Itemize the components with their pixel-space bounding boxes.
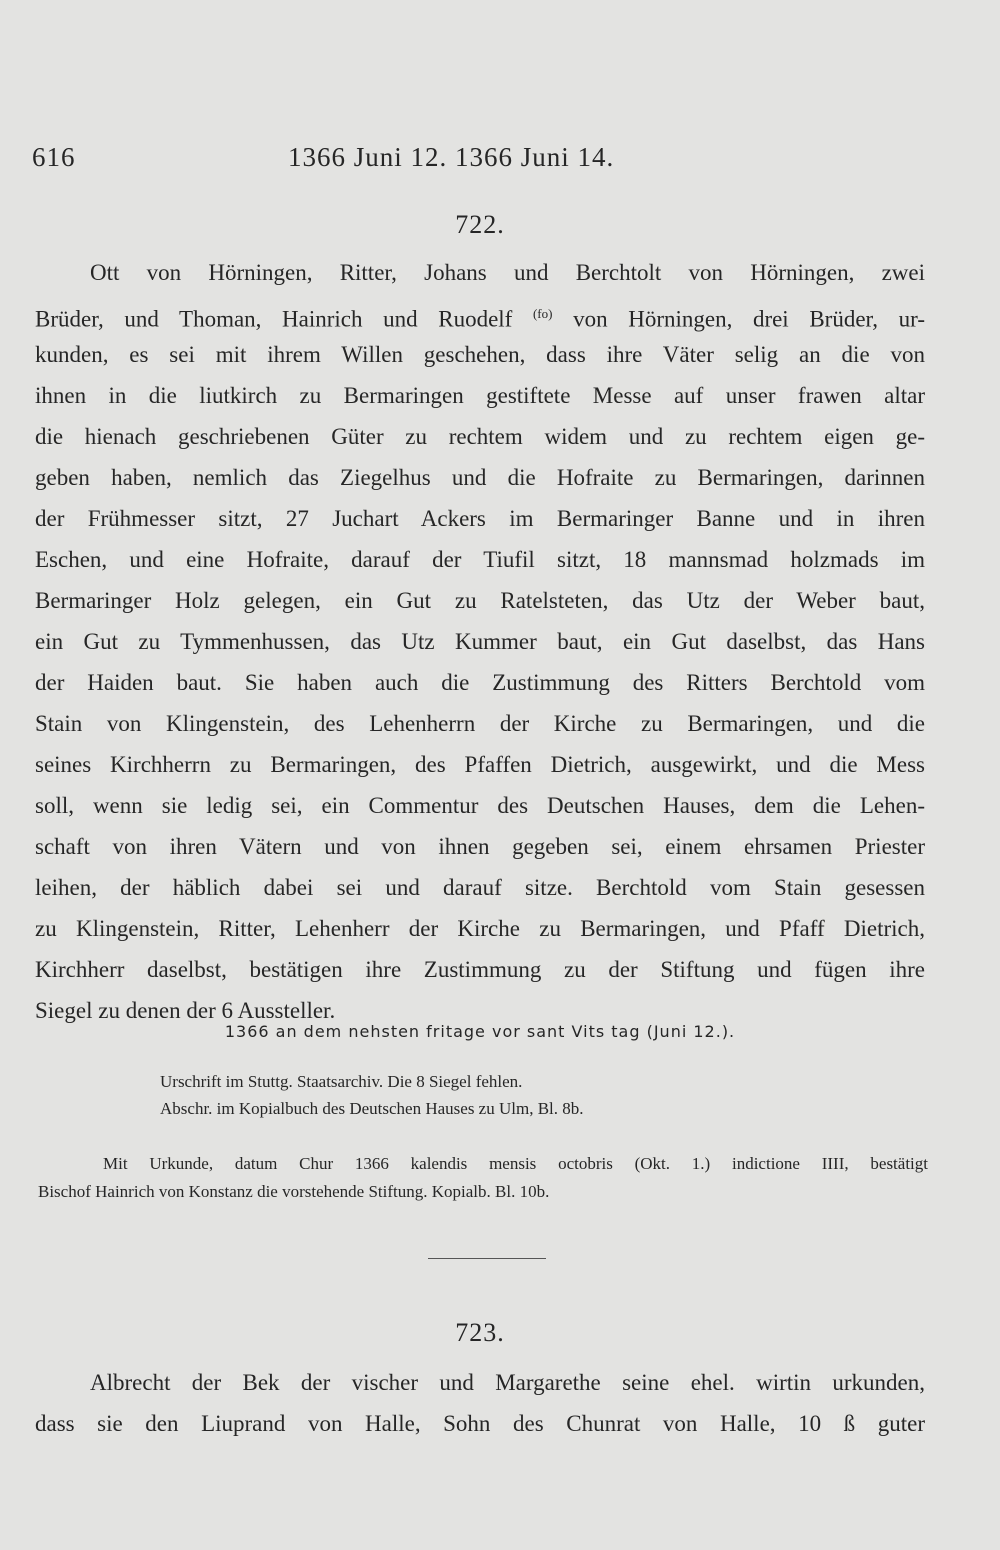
document-723-text xyxy=(35,1362,925,1444)
source-note: Urschrift im Stuttg. Staatsarchiv. Die 8 Siegel fehlen. xyxy=(160,1072,523,1091)
note-line: Mit Urkunde, datum Chur 1366 kalendis mensis octobris (Okt. 1.) indictione IIII, bestätigt xyxy=(103,1154,928,1173)
text-line: dass sie den Liuprand von Halle, Sohn des Chunrat von Halle, 10 ß guter xyxy=(35,1411,925,1436)
text-line: der Frühmesser sitzt, 27 Juchart Ackers im Bermaringer Banne und in ihren xyxy=(35,506,925,531)
text-line-part: Brüder, und Thoman, Hainrich und Ruodelf xyxy=(35,306,513,332)
page-number: 616 xyxy=(32,142,76,172)
text-line xyxy=(35,293,925,334)
text-line: leihen, der häblich dabei sei und darauf sitze. Berchtold vom Stain gesessen xyxy=(35,875,925,900)
text-line: Bermaringer Holz gelegen, ein Gut zu Ratelsteten, das Utz der Weber baut, xyxy=(35,588,925,613)
document-number-722: 722. xyxy=(455,210,505,239)
header-dates: 1366 Juni 12. 1366 Juni 14. xyxy=(288,142,615,172)
text-line: schaft von ihren Vätern und von ihnen gegeben sei, einem ehrsamen Priester xyxy=(35,834,925,859)
running-head xyxy=(32,142,932,182)
text-line: Siegel zu denen der 6 Aussteller. xyxy=(35,998,336,1023)
text-line: ihnen in die liutkirch zu Bermaringen gestiftete Messe auf unser frawen altar xyxy=(35,383,925,408)
note-line: Bischof Hainrich von Konstanz die vorstehende Stiftung. Kopialb. Bl. 10b. xyxy=(38,1182,550,1201)
source-notes xyxy=(160,1068,584,1122)
document-number-723: 723. xyxy=(455,1318,505,1347)
text-line: Kirchherr daselbst, bestätigen ihre Zustimmung zu der Stiftung und fügen ihre xyxy=(35,957,925,982)
confirmation-note xyxy=(38,1150,928,1206)
text-line: die hienach geschriebenen Güter zu rechtem widem und zu rechtem eigen ge- xyxy=(35,424,925,449)
document-722-text xyxy=(35,252,925,1031)
footnote-marker: (fo) xyxy=(532,306,553,321)
text-line: kunden, es sei mit ihrem Willen geschehen, dass ihre Väter selig an die von xyxy=(35,342,925,367)
text-line: geben haben, nemlich das Ziegelhus und die Hofraite zu Bermaringen, darinnen xyxy=(35,465,925,490)
text-line: Ott von Hörningen, Ritter, Johans und Berchtolt von Hörningen, zwei xyxy=(90,260,925,285)
text-line: zu Klingenstein, Ritter, Lehenherr der Kirche zu Bermaringen, und Pfaff Dietrich, xyxy=(35,916,925,941)
text-line: seines Kirchherrn zu Bermaringen, des Pfaffen Dietrich, ausgewirkt, und die Mess xyxy=(35,752,925,777)
text-line-part: von Hörningen, drei Brüder, ur- xyxy=(552,306,925,332)
section-divider xyxy=(428,1258,546,1259)
dating-line: 1366 an dem nehsten fritage vor sant Vits tag (Juni 12.). xyxy=(224,1022,736,1041)
text-line: ein Gut zu Tymmenhussen, das Utz Kummer baut, ein Gut daselbst, das Hans xyxy=(35,629,925,654)
text-line: Albrecht der Bek der vischer und Margarethe seine ehel. wirtin urkunden, xyxy=(90,1370,925,1395)
source-note: Abschr. im Kopialbuch des Deutschen Hauses zu Ulm, Bl. 8b. xyxy=(160,1099,584,1118)
text-line: Eschen, und eine Hofraite, darauf der Tiufil sitzt, 18 mannsmad holzmads im xyxy=(35,547,925,572)
text-line: der Haiden baut. Sie haben auch die Zustimmung des Ritters Berchtold vom xyxy=(35,670,925,695)
text-line: soll, wenn sie ledig sei, ein Commentur des Deutschen Hauses, dem die Lehen- xyxy=(35,793,925,818)
text-line: Stain von Klingenstein, des Lehenherrn der Kirche zu Bermaringen, und die xyxy=(35,711,925,736)
